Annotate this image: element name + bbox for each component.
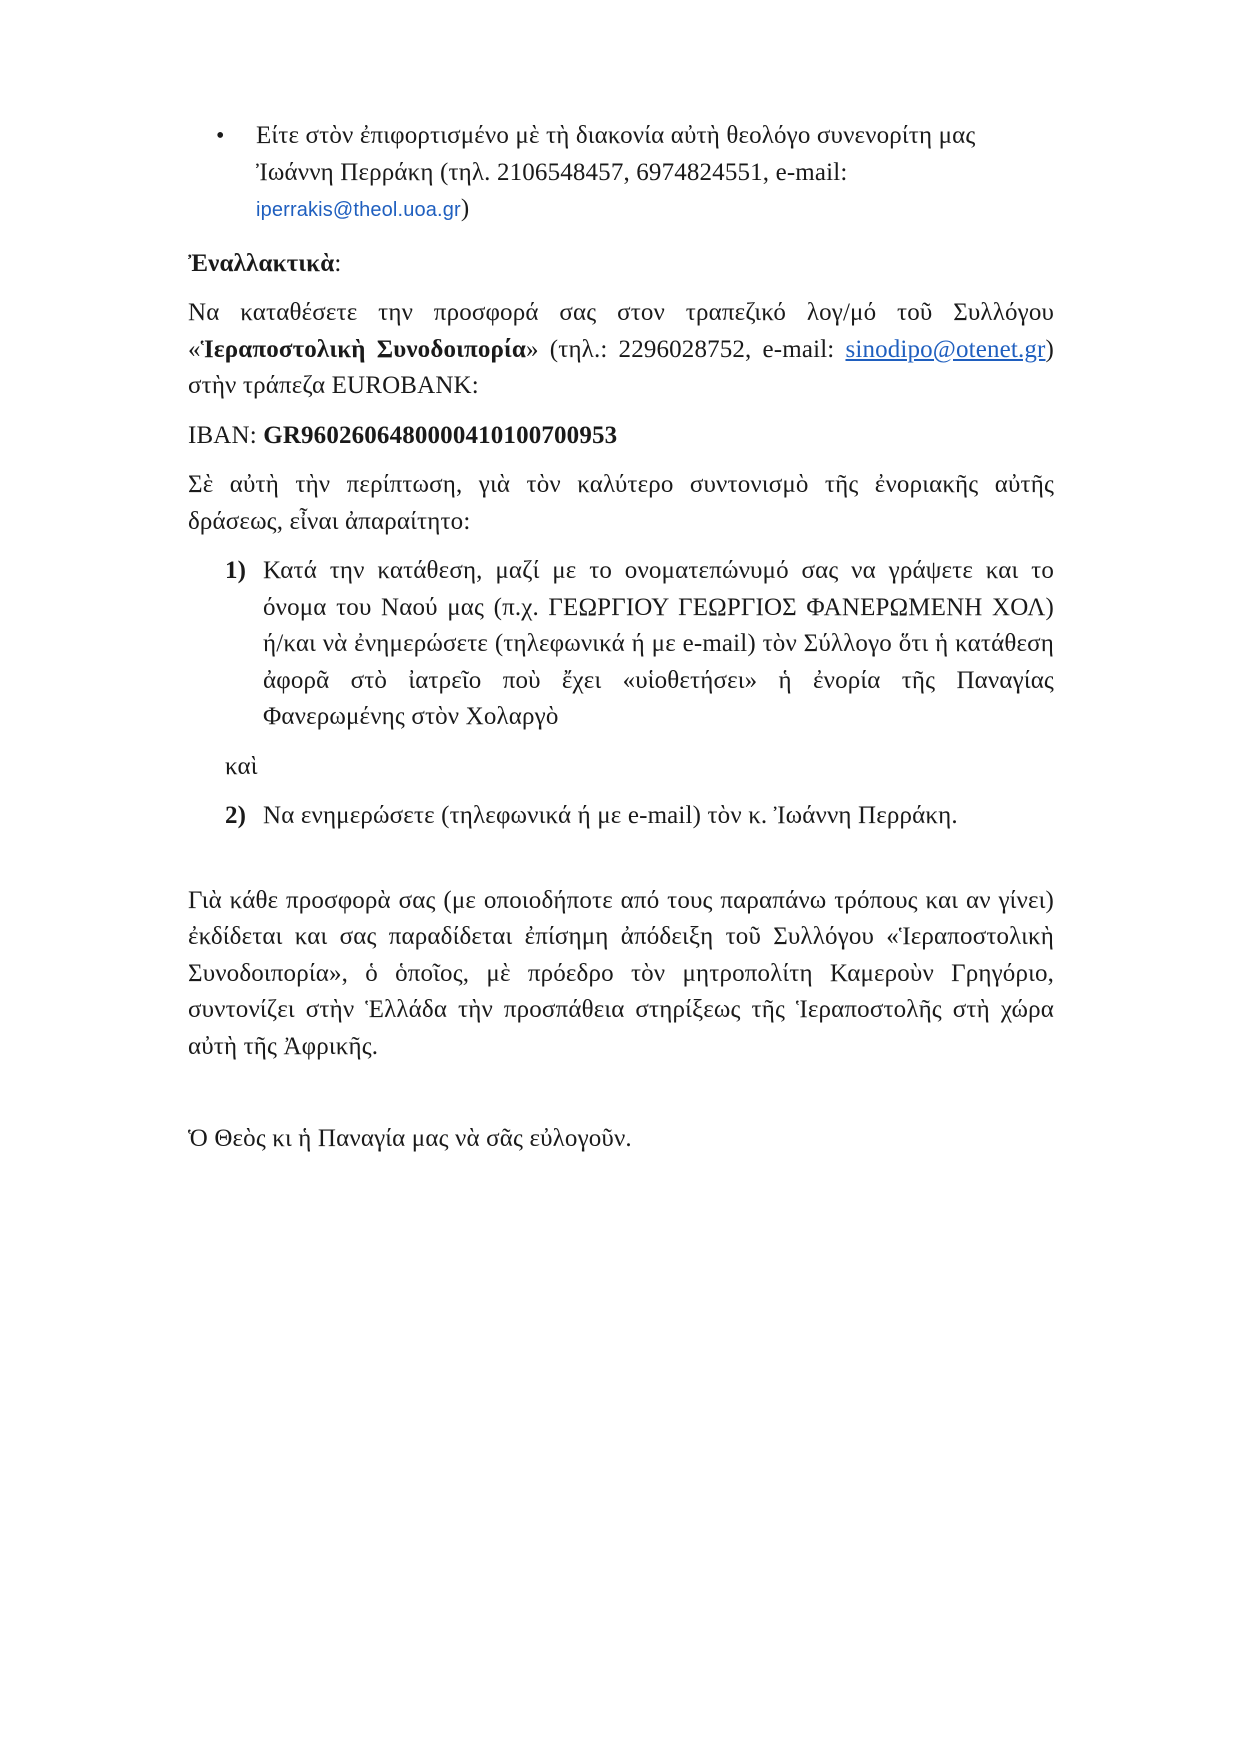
alternative-heading [188, 246, 1054, 283]
letter-body [188, 118, 1054, 1158]
step-two-number: 2) [225, 802, 247, 829]
org-email-link[interactable]: sinodipo@otenet.gr [845, 335, 1046, 363]
bullet-item-contact [188, 118, 1054, 229]
deposit-org-name: Ἱεραποστολικὴ Συνοδοιπορία [200, 335, 527, 363]
closing-blessing: Ὁ Θεὸς κι ἡ Παναγία μας νὰ σᾶς εὐλογοῦν. [188, 1125, 632, 1152]
step-one-text: Κατά την κατάθεση, μαζί με το ονοματεπώνυμό σας να γράψετε και το όνομα του Ναού μας (π.χ. ΓΕΩΡΓΙΟΥ ΓΕΩΡΓΙΟΣ ΦΑΝΕΡΩΜΕΝΗ ΧΟΛ) ή/και νὰ ἐνημερώσετε (τηλεφωνικά ή με e-mail) τὸν Σύλλογο ὅτι ἡ κατάθεση ἀφορᾶ στὸ ἰατρεῖο ποὺ ἔχει «υἱοθετήσει» ἡ ἐνορία τῆς Παναγίας Φανερωμένης στὸν Χολαργὸ [263, 557, 1054, 730]
step-one [188, 553, 1054, 736]
bullet-contact-text: Είτε στὸν ἐπιφορτισμένο μὲ τὴ διακονία αὐτὴ θεολόγο συνενορίτη μας Ἰωάννη Περράκη (τηλ. 2106548457, 6974824551, e-mail: [256, 122, 976, 186]
receipt-paragraph: Γιὰ κάθε προσφορὰ σας (με οποιοδήποτε από τους παραπάνω τρόπους και αν γίνει) ἐκδίδεται και σας παραδίδεται ἐπίσημη ἀπόδειξη τοῦ Συλλόγου «Ἱεραποστολικὴ Συνοδοιπορία», ὁ ὁποῖος, μὲ πρόεδρο τὸν μητροπολίτη Καμεροὺν Γρηγόριο, συντονίζει στὴν Ἑλλάδα τὴν προσπάθεια στηρίξεως τῆς Ἱεραποστολῆς στὴ χώρα αὐτὴ τῆς Ἀφρικῆς. [188, 886, 1054, 1060]
alternative-label: Ἐναλλακτικὰ [188, 249, 335, 277]
step-two [188, 798, 1054, 835]
bullet-close-paren: ) [460, 195, 470, 222]
deposit-text-after: ) στὴν τράπεζα EUROBANK: [188, 335, 1054, 399]
bullet-mark: • [216, 123, 225, 149]
contact-email-link[interactable]: iperrakis@theol.uoa.gr [256, 199, 461, 221]
iban-value: GR9602606480000410100700953 [263, 421, 618, 449]
step-one-number: 1) [225, 557, 247, 584]
iban-label: IBAN: [188, 421, 264, 449]
deposit-text-before: Να καταθέσετε την προσφορά σας στον τραπεζικό λογ/μό τοῦ Συλλόγου « [188, 299, 1054, 363]
deposit-text-mid: » (τηλ.: 2296028752, e-mail: [526, 335, 846, 363]
alternative-colon: : [334, 249, 342, 277]
bullet-text [256, 118, 1054, 229]
step-two-text: Να ενημερώσετε (τηλεφωνικά ή με e-mail) τὸν κ. Ἰωάννη Περράκη. [263, 802, 958, 829]
iban-line [188, 418, 1054, 455]
and-connector: καὶ [225, 752, 258, 780]
case-intro-paragraph: Σὲ αὐτὴ τὴν περίπτωση, γιὰ τὸν καλύτερο συντονισμὸ τῆς ἐνοριακῆς αὐτῆς δράσεως, εἶναι ἀπαραίτητο: [188, 471, 1054, 535]
deposit-paragraph [188, 295, 1054, 405]
